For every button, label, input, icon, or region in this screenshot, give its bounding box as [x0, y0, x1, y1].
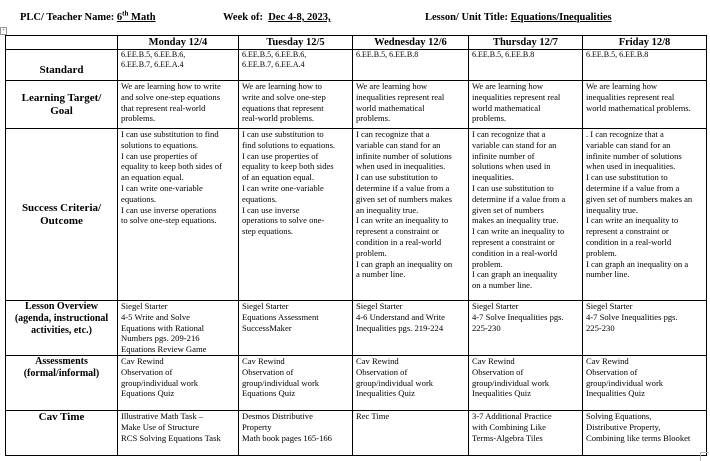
page-corner-mark: [700, 452, 709, 461]
teacher-label: PLC/ Teacher Name:: [20, 12, 115, 23]
cell-learning-target[interactable]: We are learning how to write and solve one-step equations that represent real-world problems.: [239, 81, 353, 129]
cell-lesson-overview[interactable]: Siegel Starter 4-7 Solve Inequalities pgs. 225-230: [469, 301, 583, 356]
cell-standard[interactable]: 6.EE.B.5, 6.EE.B.8: [583, 50, 707, 81]
lesson-plan-table: [5, 35, 707, 456]
cell-lesson-overview[interactable]: Siegel Starter 4-6 Understand and Write Inequalities pgs. 219-224: [353, 301, 469, 356]
row-label: Lesson Overview (agenda, instructional activities, etc.): [6, 301, 118, 356]
cell-learning-target[interactable]: We are learning how inequalities represent real world mathematical problems.: [583, 81, 707, 129]
grade-number: 6: [116, 12, 123, 23]
row-cav-time: [6, 411, 707, 456]
cell-standard[interactable]: 6.EE.B.5, 6.EE.B.8: [353, 50, 469, 81]
cell-cav-time[interactable]: Rec Time: [353, 411, 469, 456]
teacher-value: [116, 9, 156, 23]
row-lesson-overview: [6, 301, 707, 356]
teacher-name: [20, 9, 156, 23]
grade-suffix: th: [122, 9, 129, 18]
week-value: Dec 4-8, 2023,: [268, 12, 331, 23]
cell-standard[interactable]: 6.EE.B.5, 6.EE.B.8: [469, 50, 583, 81]
day-header: Wednesday 12/6: [353, 36, 469, 50]
row-learning-target: [6, 81, 707, 129]
cell-cav-time[interactable]: Illustrative Math Task – Make Use of Structure RCS Solving Equations Task: [118, 411, 239, 456]
cell-lesson-overview[interactable]: Siegel Starter Equations Assessment SuccessMaker: [239, 301, 353, 356]
cell-success-criteria[interactable]: I can recognize that a variable can stand for an infinite number of solutions when used in inequalities. I can use substitution to determine if a value from a given set of numbers makes an inequality true. I can write an inequality to represent a constraint or condition in a real-world problem. I can graph an inequality on a number line.: [353, 129, 469, 301]
table-move-handle-icon[interactable]: +: [1, 28, 6, 34]
row-standard: [6, 50, 707, 81]
subject: Math: [128, 12, 156, 23]
day-header: Monday 12/4: [118, 36, 239, 50]
day-header: Thursday 12/7: [469, 36, 583, 50]
cell-cav-time[interactable]: Desmos Distributive Property Math book pages 165-166: [239, 411, 353, 456]
cell-lesson-overview[interactable]: Siegel Starter 4-5 Write and Solve Equations with Rational Numbers pgs. 209-216 Equations Review Game: [118, 301, 239, 356]
row-success-criteria: [6, 129, 707, 301]
cell-assessments[interactable]: Cav Rewind Observation of group/individual work Equations Quiz: [118, 356, 239, 411]
day-header-row: [6, 36, 707, 50]
cell-success-criteria[interactable]: I can use substitution to find solutions to equations. I can use properties of equality to keep both sides of an equation equal. I can write one-variable equations. I can use inverse operations to solve one- step equations.: [239, 129, 353, 301]
cell-assessments[interactable]: Cav Rewind Observation of group/individual work Inequalities Quiz: [469, 356, 583, 411]
cell-success-criteria[interactable]: . I can recognize that a variable can stand for an infinite number of solutions when used in inequalities. I can use substitution to determine if a value from a given set of numbers makes an inequality true. I can write an inequality to represent a constraint or condition in a real-world problem. I can graph an inequality on a number line.: [583, 129, 707, 301]
cell-assessments[interactable]: Cav Rewind Observation of group/individual work Equations Quiz: [239, 356, 353, 411]
corner-cell: [6, 36, 118, 50]
cell-learning-target[interactable]: We are learning how inequalities represent real world mathematical problems.: [353, 81, 469, 129]
row-label: Assessments (formal/informal): [6, 356, 118, 411]
cell-standard[interactable]: 6.EE.B.5, 6.EE.B.6, 6.EE.B.7, 6.EE.A.4: [118, 50, 239, 81]
cell-assessments[interactable]: Cav Rewind Observation of group/individual work Inequalities Quiz: [583, 356, 707, 411]
row-label: Standard: [6, 50, 118, 81]
cell-cav-time[interactable]: 3-7 Additional Practice with Combining Like Terms-Algebra Tiles: [469, 411, 583, 456]
cell-success-criteria[interactable]: I can use substitution to find solutions to equations. I can use properties of equality to keep both sides of an equation equal. I can write one-variable equations. I can use inverse operations to solve one-step equations.: [118, 129, 239, 301]
row-label: Cav Time: [6, 411, 118, 456]
cell-success-criteria[interactable]: I can recognize that a variable can stand for an infinite number of solutions when used in inequalities. I can use substitution to determine if a value from a given set of numbers makes an inequality true. I can write an inequality to represent a constraint or condition in a real-world problem. I can graph an inequality on a number line.: [469, 129, 583, 301]
week-of: [223, 12, 331, 23]
row-label: Success Criteria/ Outcome: [6, 129, 118, 301]
cell-cav-time[interactable]: Solving Equations, Distributive Property, Combining like terms Blooket: [583, 411, 707, 456]
day-header: Tuesday 12/5: [239, 36, 353, 50]
cell-learning-target[interactable]: We are learning how inequalities represent real world mathematical problems.: [469, 81, 583, 129]
unit-label: Lesson/ Unit Title:: [425, 12, 509, 23]
cell-lesson-overview[interactable]: Siegel Starter 4-7 Solve Inequalities pgs. 225-230: [583, 301, 707, 356]
unit-title: [425, 12, 612, 23]
row-assessments: [6, 356, 707, 411]
week-label: Week of:: [223, 12, 263, 23]
cell-learning-target[interactable]: We are learning how to write and solve one-step equations that represent real-world problems.: [118, 81, 239, 129]
cell-standard[interactable]: 6.EE.B.5, 6.EE.B.6, 6.EE.B.7, 6.EE.A.4: [239, 50, 353, 81]
row-label: Learning Target/ Goal: [6, 81, 118, 129]
unit-value: Equations/Inequalities: [510, 12, 612, 23]
day-header: Friday 12/8: [583, 36, 707, 50]
cell-assessments[interactable]: Cav Rewind Observation of group/individual work Inequalities Quiz: [353, 356, 469, 411]
